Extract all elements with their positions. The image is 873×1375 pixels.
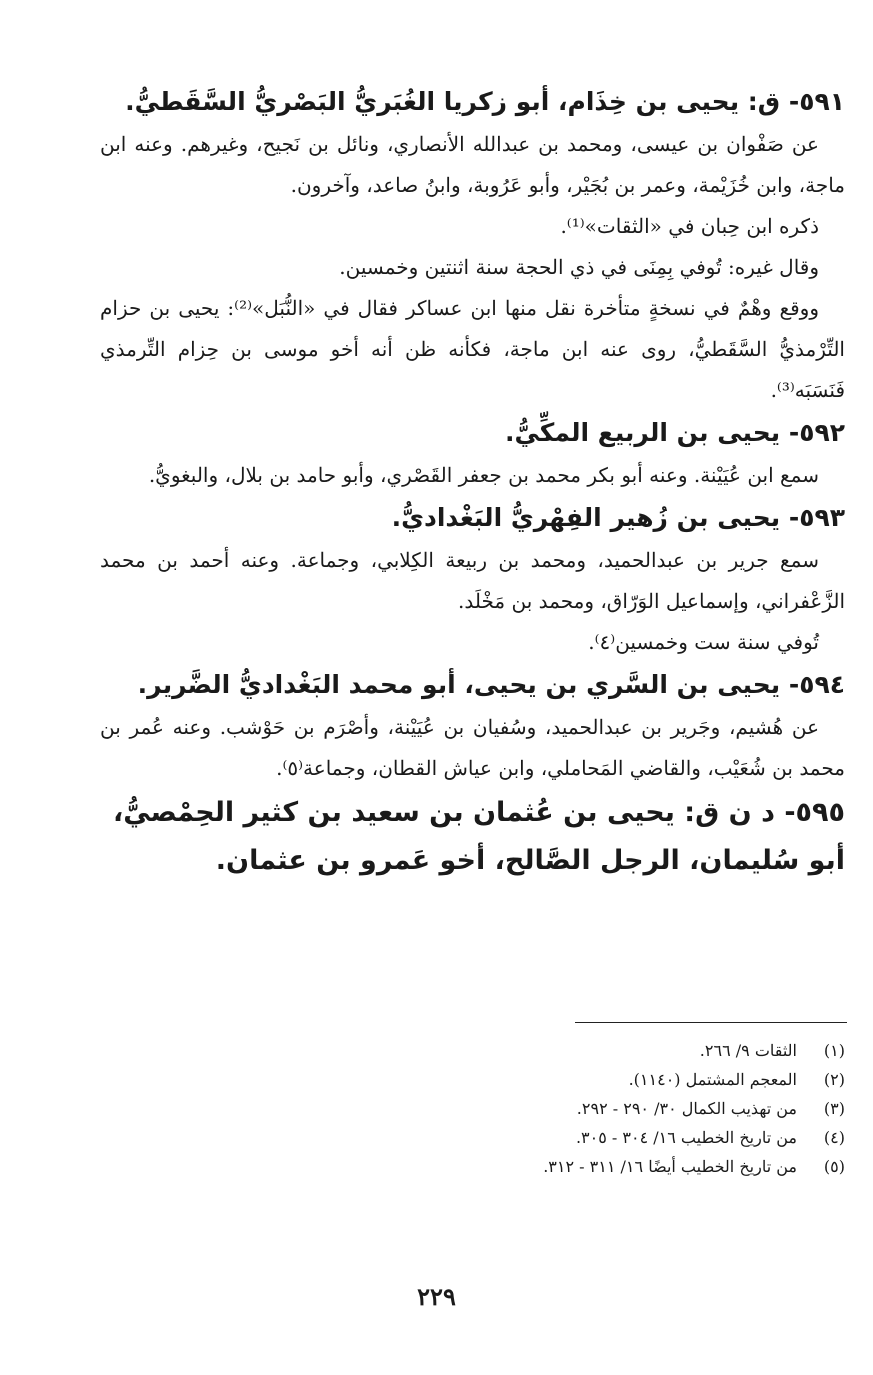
- entry-593-paragraph-2: تُوفي سنة ست وخمسين⁽٤⁾.: [588, 630, 819, 654]
- page-number: ٢٢٩: [417, 1282, 456, 1311]
- footnote-text: الثقات ٩/ ٢٦٦.: [699, 1041, 797, 1060]
- footnote-number: (٤): [823, 1128, 845, 1147]
- entry-592-paragraph-1: سمع ابن عُيَيْنة. وعنه أبو بكر محمد بن جعفر القَصْري، وأبو حامد بن بلال، والبغويُّ.: [148, 463, 819, 487]
- entry-heading-592: ٥٩٢- يحيى بن الربيع المكِّيُّ.: [505, 418, 845, 447]
- entry-heading-591: ٥٩١- ق: يحيى بن خِذَام، أبو زكريا الغُبَريُّ البَصْريُّ السَّقَطيُّ.: [125, 87, 845, 116]
- entry-593-paragraph-1: سمع جرير بن عبدالحميد، ومحمد بن ربيعة الكِلابي، وجماعة. وعنه أحمد بن محمد الزَّعْفراني، وإسماعيل الوَرّاق، ومحمد بن مَخْلَد.: [100, 548, 845, 613]
- footnote-text: المعجم المشتمل (١١٤٠).: [628, 1070, 797, 1089]
- footnote-text: من تاريخ الخطيب ١٦/ ٣٠٤ - ٣٠٥.: [575, 1128, 797, 1147]
- entry-591-paragraph-2: ذكره ابن حِبان في «الثقات»⁽¹⁾.: [560, 214, 819, 238]
- footnote: [225, 1123, 845, 1152]
- footnote: [225, 1065, 845, 1094]
- footnote-number: (٣): [823, 1099, 845, 1118]
- entry-594-paragraph-1: عن هُشيم، وجَرير بن عبدالحميد، وسُفيان بن عُيَيْنة، وأصْرَم بن حَوْشب. وعنه عُمر بن محمد بن شُعَيْب، والقاضي المَحاملي، وابن عياش القطان، وجماعة⁽٥⁾.: [100, 715, 845, 780]
- footnote-number: (١): [823, 1041, 845, 1060]
- entry-heading-595: ٥٩٥- د ن ق: يحيى بن عُثمان بن سعيد بن كثير الحِمْصيُّ، أبو سُليمان، الرجل الصَّالح، أخو عَمرو بن عثمان.: [113, 797, 845, 876]
- entry-591-paragraph-4: ووقع وهْمٌ في نسخةٍ متأخرة نقل منها ابن عساكر فقال في «النُّبَل»⁽²⁾: يحيى بن حزام التِّرْمذيُّ السَّقَطيُّ، روى عنه ابن ماجة، فكأنه ظن أنه أخو موسى بن حِزام التِّرمذي فَنَسَبَه⁽³⁾.: [100, 296, 845, 402]
- footnote: [225, 1152, 845, 1181]
- entry-591-paragraph-1: عن صَفْوان بن عيسى، ومحمد بن عبدالله الأنصاري، ونائل بن نَجيح، وغيرهم. وعنه ابن ماجة، وابن خُزَيْمة، وعمر بن بُجَيْر، وأبو عَرُوبة، وابنُ صاعد، وآخرون.: [100, 132, 845, 197]
- footnote: [225, 1094, 845, 1123]
- footnote-number: (٥): [823, 1157, 845, 1176]
- main-text: [100, 80, 845, 885]
- entry-heading-594: ٥٩٤- يحيى بن السَّري بن يحيى، أبو محمد البَغْداديُّ الضَّرير.: [137, 670, 845, 699]
- entry-591-paragraph-3: وقال غيره: تُوفي بِمِنَى في ذي الحجة سنة اثنتين وخمسين.: [339, 255, 819, 279]
- footnote-text: من تهذيب الكمال ٣٠/ ٢٩٠ - ٢٩٢.: [576, 1099, 797, 1118]
- footnote-number: (٢): [823, 1070, 845, 1089]
- footnotes: [225, 1036, 845, 1181]
- entry-heading-593: ٥٩٣- يحيى بن زُهير الفِهْريُّ البَغْداديُّ.: [391, 503, 845, 532]
- footnote-divider: [575, 1022, 847, 1023]
- footnote: [225, 1036, 845, 1065]
- footnote-text: من تاريخ الخطيب أيضًا ١٦/ ٣١١ - ٣١٢.: [543, 1157, 797, 1176]
